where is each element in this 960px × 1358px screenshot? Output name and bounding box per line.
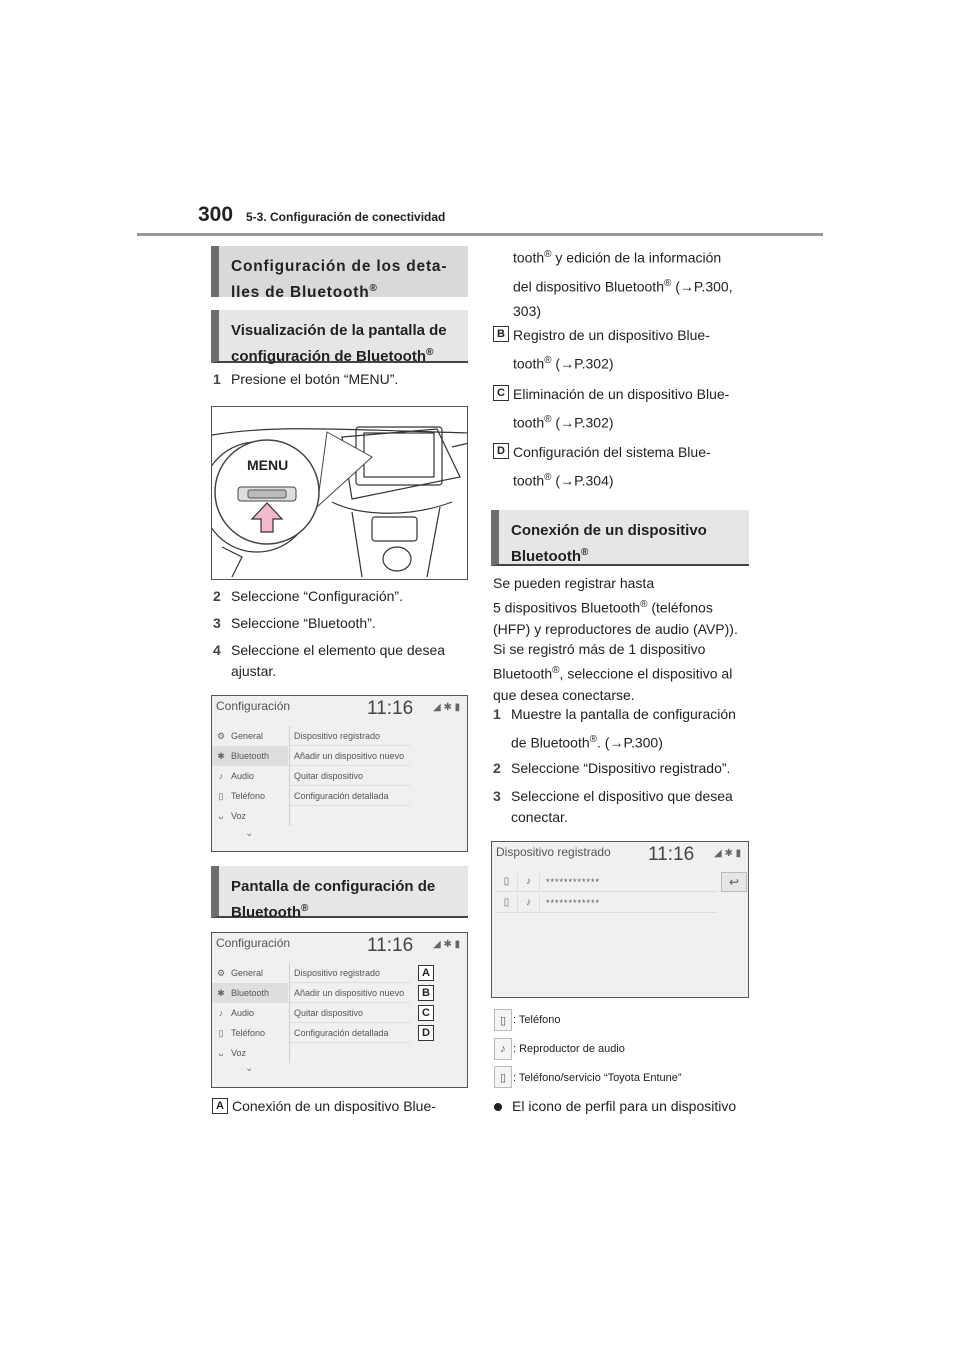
subheading-screen [211,866,468,921]
step-4-line2: ajustar. [231,663,277,679]
sidebar-item-general[interactable]: ⚙ General [216,967,264,978]
page-number: 300 [198,203,234,226]
registered-screen-title: Dispositivo registrado [496,845,611,859]
menu-item-registered-device[interactable]: Dispositivo registrado [290,963,410,983]
subheading-display-line2: configuración de Bluetooth® [231,347,434,365]
status-icons: ◢ ✱ ▮ [714,848,742,859]
chevron-down-icon[interactable]: ⌄ [245,828,254,839]
subheading-screen-line2: Bluetooth® [231,903,309,921]
back-button[interactable]: ↩ [721,872,747,892]
legend-phone: : Teléfono [513,1014,561,1026]
phone-icon: ▯ [496,873,518,891]
music-note-icon: ♪ [518,894,540,912]
phone-service-icon: ▯ [496,894,518,912]
gear-icon: ⚙ [216,967,226,978]
voice-icon: ᴗ [218,811,224,821]
dashboard-illustration [211,406,468,580]
config-screen-annotated [211,932,468,1088]
marker-a-label: A [212,1098,228,1114]
step-4: 4 Seleccione el elemento que desea ajustar. [213,640,445,682]
menu-item-add-device[interactable]: Añadir un dispositivo nuevo [290,983,410,1003]
bluetooth-icon: ✱ [217,987,225,998]
device-row[interactable]: ▯ ♪ ************ [496,893,716,913]
chapter-title: 5-3. Configuración de conectividad [246,210,446,224]
menu-button-label: MENU [247,457,289,473]
paragraph-multiple-devices: Si se registró más de 1 dispositivo Bluetooth®, seleccione el dispositivo al que desea conectarse. [493,641,733,703]
item-a-text: Conexión de un dispositivo Blue- [232,1098,436,1114]
gear-icon: ⚙ [216,730,226,741]
config-screen2-title: Configuración [216,936,291,950]
music-note-icon: ♪ [494,1038,512,1060]
item-a-continued: tooth® y edición de la información del dispositivo Bluetooth® (→P.300, 303) [513,249,733,320]
subheading-display [211,310,468,363]
sidebar-item-phone[interactable]: ▯ Teléfono [212,1023,288,1043]
registered-screen-clock: 11:16 [648,844,695,865]
marker-b-label: B [493,326,509,342]
status-icons: ◢ ✱ ▮ [433,702,461,713]
connect-step-3-line2: conectar. [511,809,568,825]
menu-item-remove-device[interactable]: Quitar dispositivo [290,1003,410,1023]
music-note-icon: ♪ [218,771,224,781]
sidebar-item-general[interactable]: ⚙ General [216,730,264,741]
marker-c-label: C [493,385,509,401]
phone-service-icon: ▯ [494,1066,512,1088]
config-screen-title: Configuración [216,699,291,713]
voice-icon: ᴗ [218,1048,224,1058]
config-screen-clock: 11:16 [367,698,414,719]
marker-b: B [418,985,434,1001]
sidebar-item-bluetooth[interactable]: ✱ Bluetooth [212,746,288,766]
chevron-down-icon[interactable]: ⌄ [245,1063,254,1074]
registered-device-screen [491,841,749,998]
music-note-icon: ♪ [218,1008,224,1018]
subheading-screen-line1: Pantalla de configuración de [231,878,436,895]
menu-item-registered-device[interactable]: Dispositivo registrado [290,726,410,746]
header-rule [137,233,823,236]
sidebar-item-voice[interactable]: ᴗ Voz [212,806,288,826]
menu-item-add-device[interactable]: Añadir un dispositivo nuevo [290,746,410,766]
sidebar-item-audio[interactable]: ♪ Audio [212,766,288,786]
item-c-text: Eliminación de un dispositivo Blue- tooth® (→P.302) [513,386,730,431]
item-b-text: Registro de un dispositivo Blue- tooth® (→P.302) [513,327,710,372]
menu-item-detailed-config[interactable]: Configuración detallada [290,1023,410,1043]
config-sidebar [212,963,288,1063]
dashboard-drawing [212,407,468,580]
phone-icon: ▯ [494,1009,512,1031]
connect-step-2: 2 Seleccione “Dispositivo registrado”. [493,760,731,776]
bluetooth-icon: ✱ [217,750,225,761]
menu-item-detailed-config[interactable]: Configuración detallada [290,786,410,806]
section-heading-line2: lles de Bluetooth® [231,283,378,302]
bullet-profile-icon: El icono de perfil para un dispositivo [494,1096,736,1117]
section-heading [211,246,468,302]
marker-a: A [418,965,434,981]
bullet-icon [494,1103,502,1111]
sidebar-item-audio[interactable]: ♪ Audio [212,1003,288,1023]
step-1: 1 Presione el botón “MENU”. [213,371,399,387]
music-note-icon: ♪ [518,873,540,891]
legend-audio: : Reproductor de audio [513,1043,625,1055]
step-2: 2 Seleccione “Configuración”. [213,588,403,604]
subheading-connect-line2: Bluetooth® [511,547,589,565]
marker-d-label: D [493,443,509,459]
subheading-connect-line1: Conexión de un dispositivo [511,522,707,539]
sidebar-item-voice[interactable]: ᴗ Voz [212,1043,288,1063]
connect-step-3: 3 Seleccione el dispositivo que desea conectar. [493,786,733,828]
section-heading-line1: Configuración de los deta- [231,258,448,275]
subheading-display-line1: Visualización de la pantalla de [231,322,447,339]
marker-c: C [418,1005,434,1021]
phone-icon: ▯ [218,790,224,801]
subheading-connect [491,510,749,566]
connect-step-1: 1 Muestre la pantalla de configuración de Bluetooth®. (→P.300) [493,706,736,751]
config-sidebar [212,726,288,826]
status-icons: ◢ ✱ ▮ [433,939,461,950]
menu-item-remove-device[interactable]: Quitar dispositivo [290,766,410,786]
item-d-text: Configuración del sistema Blue- tooth® (→P.304) [513,444,711,489]
legend-phone-service: : Teléfono/servicio “Toyota Entune” [513,1072,682,1084]
phone-icon: ▯ [218,1027,224,1038]
step-3: 3 Seleccione “Bluetooth”. [213,615,376,631]
config-screen [211,695,468,852]
sidebar-item-bluetooth[interactable]: ✱ Bluetooth [212,983,288,1003]
device-row[interactable]: ▯ ♪ ************ [496,872,716,892]
paragraph-register-limit: Se pueden registrar hasta 5 dispositivos Bluetooth® (teléfonos (HFP) y reproductores de audio (AVP)). [493,575,738,637]
config-screen2-clock: 11:16 [367,935,414,956]
marker-d: D [418,1025,434,1041]
sidebar-item-phone[interactable]: ▯ Teléfono [212,786,288,806]
